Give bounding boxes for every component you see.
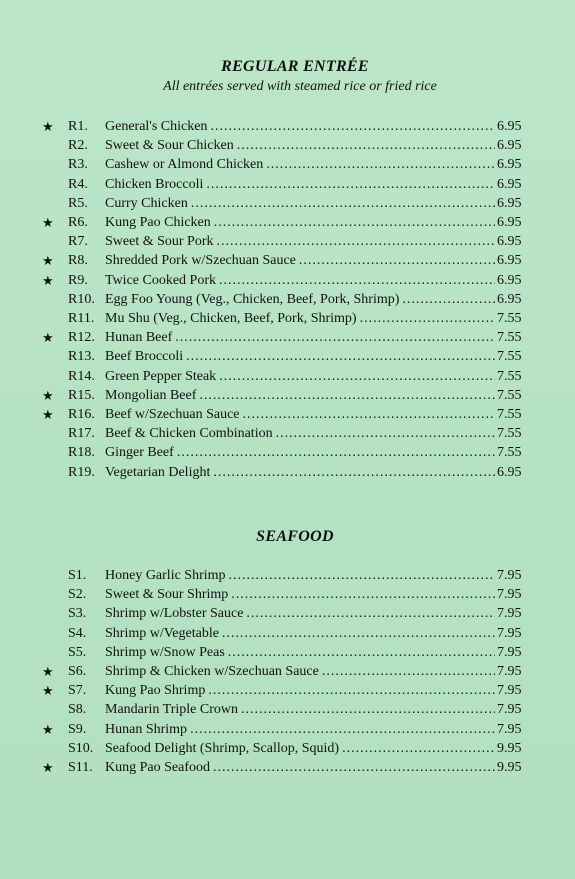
item-price: 7.95 xyxy=(497,683,522,699)
section-title-regular-entree: REGULAR ENTRÉE xyxy=(221,58,369,75)
item-code: R16. xyxy=(68,407,95,422)
dot-leader xyxy=(276,424,495,443)
star-icon: ★ xyxy=(42,119,54,134)
item-code: S3. xyxy=(68,606,87,622)
dot-leader xyxy=(229,566,495,585)
item-name-line xyxy=(105,386,495,405)
item-name-line xyxy=(105,347,495,366)
menu-item-row xyxy=(0,681,575,700)
menu-item-row xyxy=(0,443,575,462)
item-name: Curry Chicken xyxy=(105,195,188,211)
dot-leader xyxy=(243,405,496,424)
dot-leader xyxy=(219,271,495,290)
item-code: S11. xyxy=(68,760,93,775)
item-price: 7.55 xyxy=(497,426,522,442)
item-price: 6.95 xyxy=(497,119,522,134)
item-name-line xyxy=(105,175,495,194)
item-name-line xyxy=(105,309,495,328)
item-price: 7.55 xyxy=(497,387,522,403)
dot-leader xyxy=(360,309,495,328)
dot-leader xyxy=(322,662,495,681)
star-icon: ★ xyxy=(42,760,54,775)
dot-leader xyxy=(266,155,495,174)
star-icon: ★ xyxy=(42,215,54,230)
item-price: 7.95 xyxy=(497,702,522,718)
item-name: Green Pepper Steak xyxy=(105,368,217,384)
item-code: S4. xyxy=(68,625,87,641)
item-code: R3. xyxy=(68,157,88,173)
dot-leader xyxy=(213,463,495,482)
item-name: Kung Pao Shrimp xyxy=(105,683,206,699)
star-icon: ★ xyxy=(42,387,54,403)
item-name: Beef & Chicken Combination xyxy=(105,426,273,442)
item-name: Hunan Shrimp xyxy=(105,721,188,737)
dot-leader xyxy=(402,290,495,309)
item-name-line xyxy=(105,213,495,232)
menu-item-row xyxy=(0,367,575,386)
item-name: Cashew or Almond Chicken xyxy=(105,157,264,173)
item-code: S5. xyxy=(68,644,87,660)
item-price: 7.95 xyxy=(497,606,522,622)
menu-item-row xyxy=(0,405,575,424)
item-code: R13. xyxy=(68,349,95,365)
item-price: 6.95 xyxy=(497,157,522,173)
dot-leader xyxy=(342,739,495,758)
menu-item-row xyxy=(0,271,575,290)
item-price: 9.95 xyxy=(497,760,522,775)
menu-item-row xyxy=(0,290,575,309)
item-price: 7.55 xyxy=(497,407,522,422)
dot-leader xyxy=(214,213,495,232)
item-name: Sweet & Sour Pork xyxy=(105,234,214,250)
item-name: Twice Cooked Pork xyxy=(105,272,217,288)
item-price: 9.95 xyxy=(497,740,522,756)
dot-leader xyxy=(210,117,495,136)
dot-leader xyxy=(186,347,495,366)
item-price: 6.95 xyxy=(497,291,522,307)
item-price: 7.95 xyxy=(497,568,522,583)
item-name: Shrimp w/Vegetable xyxy=(105,625,219,641)
item-code: R17. xyxy=(68,426,95,442)
menu-item-row xyxy=(0,136,575,155)
item-name-line xyxy=(105,681,495,700)
item-name: Sweet & Sour Shrimp xyxy=(105,587,229,603)
item-code: R19. xyxy=(68,464,95,480)
item-name-line xyxy=(105,117,495,136)
item-price: 6.95 xyxy=(497,138,522,154)
item-code: R10. xyxy=(68,291,95,307)
dot-leader xyxy=(190,720,495,739)
item-name: Shrimp w/Snow Peas xyxy=(105,644,225,660)
item-price: 7.95 xyxy=(497,625,522,641)
menu-item-row xyxy=(0,117,575,136)
star-icon: ★ xyxy=(42,272,54,288)
item-name-line xyxy=(105,405,495,424)
section-subtitle-regular-entree: All entrées served with steamed rice or fried rice xyxy=(163,79,437,94)
item-code: S2. xyxy=(68,587,87,603)
item-name: Honey Garlic Shrimp xyxy=(105,568,226,583)
menu-item-row xyxy=(0,347,575,366)
item-name-line xyxy=(105,232,495,251)
item-price: 7.55 xyxy=(497,445,522,461)
menu-item-row xyxy=(0,175,575,194)
menu-item-row xyxy=(0,309,575,328)
item-name-line xyxy=(105,700,495,719)
dot-leader xyxy=(213,758,495,777)
item-name-line xyxy=(105,424,495,443)
menu-item-row xyxy=(0,251,575,270)
item-name-line xyxy=(105,463,495,482)
menu-item-row xyxy=(0,739,575,758)
item-code: R9. xyxy=(68,272,88,288)
item-name: Egg Foo Young (Veg., Chicken, Beef, Pork, Shrimp) xyxy=(105,291,400,307)
item-name-line xyxy=(105,624,495,643)
item-name: Ginger Beef xyxy=(105,445,174,461)
item-name-line xyxy=(105,155,495,174)
star-icon: ★ xyxy=(42,330,54,346)
item-name-line xyxy=(105,720,495,739)
item-name-line xyxy=(105,136,495,155)
menu-item-row xyxy=(0,328,575,347)
item-name: Kung Pao Chicken xyxy=(105,215,211,230)
dot-leader xyxy=(191,194,495,213)
item-name: Beef Broccoli xyxy=(105,349,184,365)
item-name-line xyxy=(105,662,495,681)
item-price: 7.55 xyxy=(497,349,522,365)
star-icon: ★ xyxy=(42,683,54,699)
item-name: Beef w/Szechuan Sauce xyxy=(105,407,240,422)
star-icon: ★ xyxy=(42,407,54,422)
item-name-line xyxy=(105,328,495,347)
item-name-line xyxy=(105,758,495,777)
item-code: R8. xyxy=(68,253,88,269)
item-code: R4. xyxy=(68,176,88,192)
item-name: General's Chicken xyxy=(105,119,208,134)
item-name-line xyxy=(105,251,495,270)
item-code: R11. xyxy=(68,311,95,326)
item-code: R1. xyxy=(68,119,88,134)
menu-item-row xyxy=(0,194,575,213)
dot-leader xyxy=(237,136,495,155)
item-code: S9. xyxy=(68,721,87,737)
dot-leader xyxy=(241,700,495,719)
item-code: S1. xyxy=(68,568,87,583)
menu-item-row xyxy=(0,624,575,643)
menu-item-row xyxy=(0,662,575,681)
star-icon: ★ xyxy=(42,253,54,269)
menu-item-row xyxy=(0,604,575,623)
menu-item-row xyxy=(0,463,575,482)
dot-leader xyxy=(175,328,495,347)
item-code: R5. xyxy=(68,195,88,211)
item-name-line xyxy=(105,290,495,309)
item-price: 7.55 xyxy=(497,368,522,384)
item-code: R6. xyxy=(68,215,88,230)
item-name: Seafood Delight (Shrimp, Scallop, Squid) xyxy=(105,740,340,756)
item-name: Shrimp w/Lobster Sauce xyxy=(105,606,244,622)
item-name-line xyxy=(105,643,495,662)
menu-item-row xyxy=(0,758,575,777)
item-code: R12. xyxy=(68,330,95,346)
item-price: 6.95 xyxy=(497,272,522,288)
item-price: 7.55 xyxy=(497,330,522,346)
item-name-line xyxy=(105,739,495,758)
item-name: Vegetarian Delight xyxy=(105,464,211,480)
menu-item-row xyxy=(0,566,575,585)
item-name: Chicken Broccoli xyxy=(105,176,204,192)
star-icon: ★ xyxy=(42,721,54,737)
item-name-line xyxy=(105,566,495,585)
menu-item-row xyxy=(0,720,575,739)
item-name: Sweet & Sour Chicken xyxy=(105,138,234,154)
item-code: S7. xyxy=(68,683,87,699)
item-name-line xyxy=(105,585,495,604)
dot-leader xyxy=(217,232,496,251)
item-price: 6.95 xyxy=(497,464,522,480)
item-price: 6.95 xyxy=(497,176,522,192)
item-code: S10. xyxy=(68,740,94,756)
item-name-line xyxy=(105,194,495,213)
dot-leader xyxy=(199,386,495,405)
item-name: Shrimp & Chicken w/Szechuan Sauce xyxy=(105,664,319,679)
dot-leader xyxy=(231,585,495,604)
item-code: S6. xyxy=(68,664,87,679)
item-price: 6.95 xyxy=(497,253,522,269)
item-code: S8. xyxy=(68,702,87,718)
menu-item-row xyxy=(0,700,575,719)
menu-item-row xyxy=(0,643,575,662)
item-name: Kung Pao Seafood xyxy=(105,760,210,775)
star-icon: ★ xyxy=(42,664,54,679)
dot-leader xyxy=(177,443,495,462)
menu-item-row xyxy=(0,424,575,443)
item-price: 7.95 xyxy=(497,664,522,679)
item-price: 6.95 xyxy=(497,234,522,250)
dot-leader xyxy=(228,643,495,662)
menu-item-row xyxy=(0,585,575,604)
item-price: 6.95 xyxy=(497,195,522,211)
item-code: R7. xyxy=(68,234,88,250)
dot-leader xyxy=(246,604,495,623)
item-price: 7.95 xyxy=(497,587,522,603)
item-name: Mandarin Triple Crown xyxy=(105,702,238,718)
item-price: 7.95 xyxy=(497,644,522,660)
item-code: R15. xyxy=(68,387,95,403)
section-title-seafood: SEAFOOD xyxy=(256,528,334,545)
item-name-line xyxy=(105,604,495,623)
item-price: 7.95 xyxy=(497,721,522,737)
dot-leader xyxy=(219,367,495,386)
menu-item-row xyxy=(0,386,575,405)
dot-leader xyxy=(208,681,495,700)
menu-item-row xyxy=(0,213,575,232)
item-price: 6.95 xyxy=(497,215,522,230)
dot-leader xyxy=(222,624,495,643)
dot-leader xyxy=(206,175,495,194)
item-code: R14. xyxy=(68,368,95,384)
menu-item-row xyxy=(0,155,575,174)
menu-item-row xyxy=(0,232,575,251)
item-code: R2. xyxy=(68,138,88,154)
item-name-line xyxy=(105,271,495,290)
item-name: Mu Shu (Veg., Chicken, Beef, Pork, Shrimp) xyxy=(105,311,357,326)
item-name-line xyxy=(105,367,495,386)
item-name: Shredded Pork w/Szechuan Sauce xyxy=(105,253,296,269)
item-name: Hunan Beef xyxy=(105,330,173,346)
dot-leader xyxy=(299,251,495,270)
item-name: Mongolian Beef xyxy=(105,387,197,403)
item-price: 7.55 xyxy=(497,311,522,326)
item-name-line xyxy=(105,443,495,462)
item-code: R18. xyxy=(68,445,95,461)
